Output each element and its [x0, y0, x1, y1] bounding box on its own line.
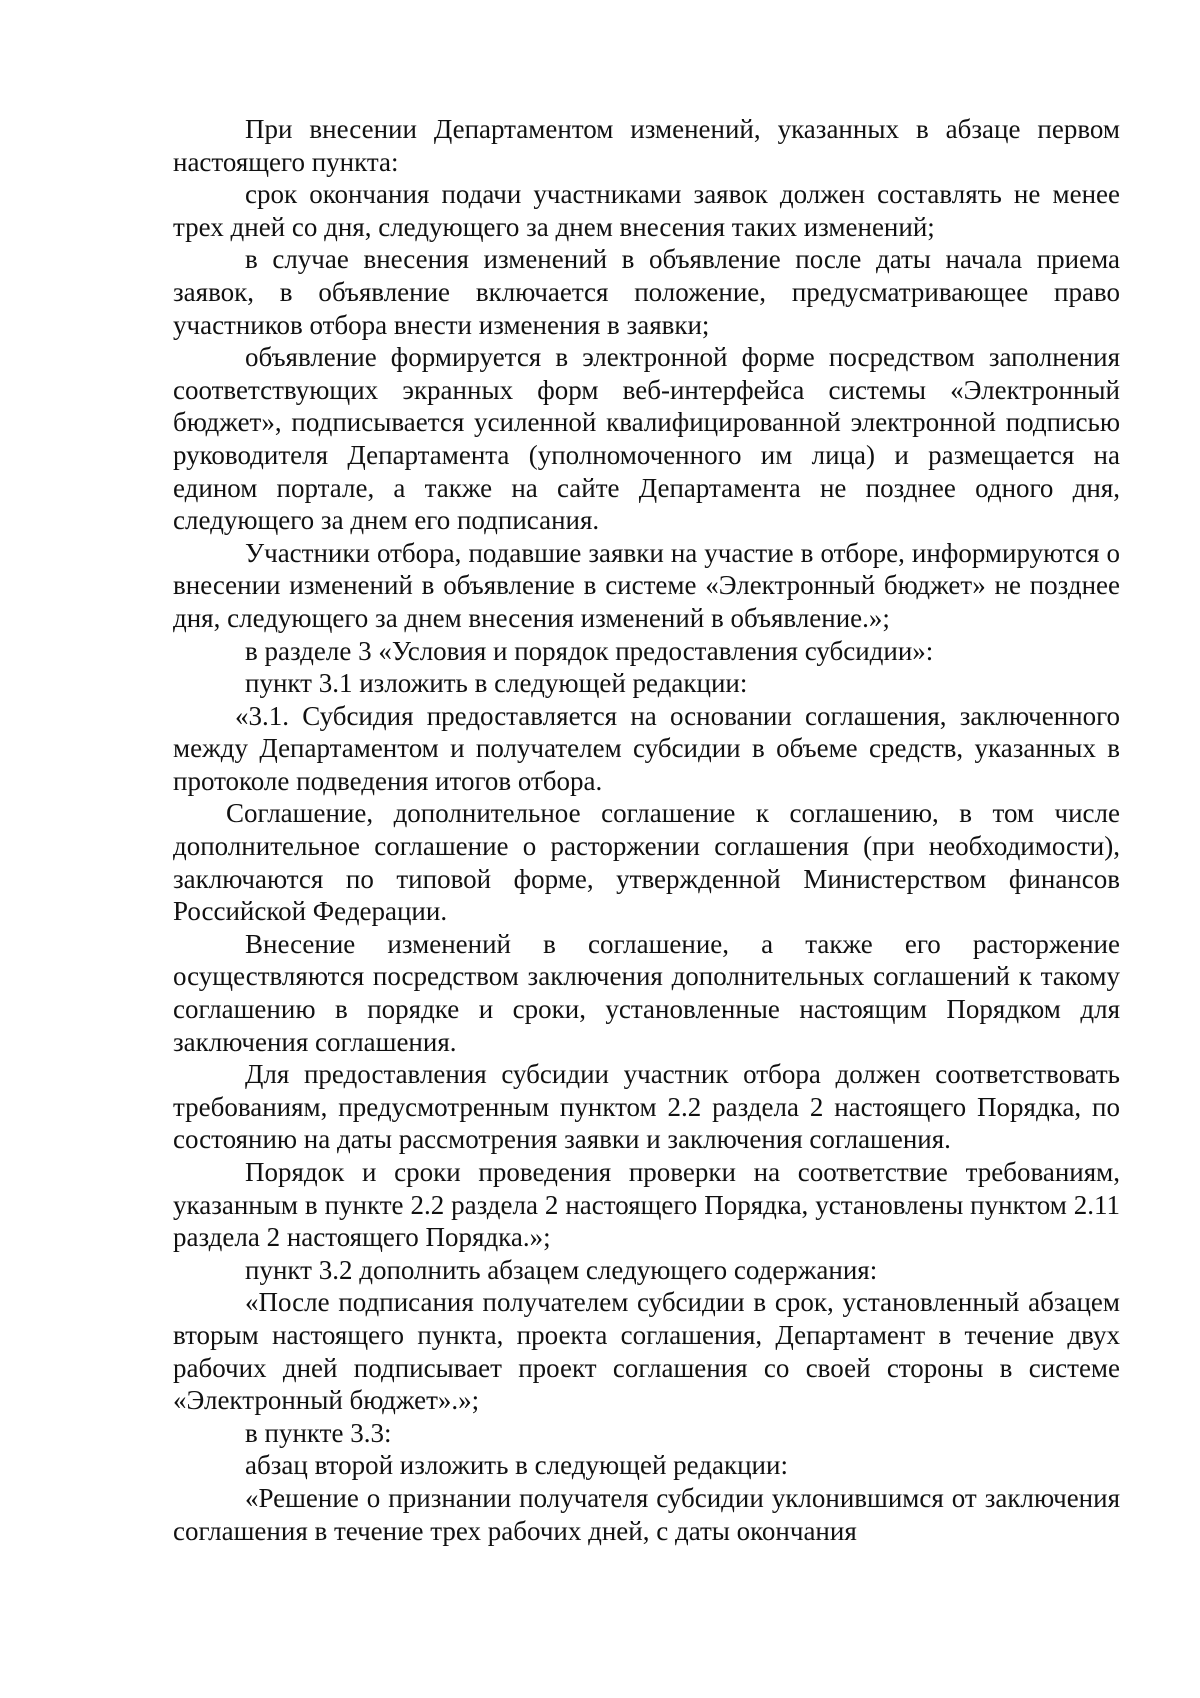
paragraph: в пункте 3.3: — [245, 1417, 392, 1448]
paragraph: Внесение изменений в соглашение, а также его расторжение осуществляются посредством заключения дополнительных соглашений к такому соглашению в порядке и сроки, установленные настоящим Порядком для заключения соглашения. — [173, 928, 1120, 1057]
paragraph: абзац второй изложить в следующей редакции: — [245, 1450, 788, 1481]
paragraph: пункт 3.2 дополнить абзацем следующего содержания: — [245, 1254, 878, 1285]
document-body — [173, 113, 1120, 1547]
paragraph: Соглашение, дополнительное соглашение к соглашению, в том числе дополнительное соглашение о расторжении соглашения (при необходимости), заключаются по типовой форме, утвержденной Министерством финансов Российской Федерации. — [173, 798, 1120, 927]
paragraph: срок окончания подачи участниками заявок должен составлять не менее трех дней со дня, следующего за днем внесения таких изменений; — [173, 179, 1120, 242]
paragraph: При внесении Департаментом изменений, указанных в абзаце первом настоящего пункта: — [173, 114, 1120, 177]
paragraph: объявление формируется в электронной форме посредством заполнения соответствующих экранных форм веб-интерфейса системы «Электронный бюджет», подписывается усиленной квалифицированной электронной подписью руководителя Департамента (уполномоченного им лица) и размещается на едином портале, а также на сайте Департамента не позднее одного дня, следующего за днем его подписания. — [173, 342, 1120, 536]
paragraph: «3.1. Субсидия предоставляется на основании соглашения, заключенного между Департаментом и получателем субсидии в объеме средств, указанных в протоколе подведения итогов отбора. — [173, 700, 1120, 796]
paragraph: в случае внесения изменений в объявление после даты начала приема заявок, в объявление включается положение, предусматривающее право участников отбора внести изменения в заявки; — [173, 244, 1120, 340]
paragraph: пункт 3.1 изложить в следующей редакции: — [245, 668, 748, 699]
paragraph: Для предоставления субсидии участник отбора должен соответствовать требованиям, предусмотренным пунктом 2.2 раздела 2 настоящего Порядка, по состоянию на даты рассмотрения заявки и заключения соглашения. — [173, 1059, 1120, 1155]
paragraph: «После подписания получателем субсидии в срок, установленный абзацем вторым настоящего пункта, проекта соглашения, Департамент в течение двух рабочих дней подписывает проект соглашения со своей стороны в системе «Электронный бюджет».»; — [173, 1287, 1120, 1416]
paragraph: в разделе 3 «Условия и порядок предоставления субсидии»: — [245, 635, 934, 666]
paragraph: Участники отбора, подавшие заявки на участие в отборе, информируются о внесении изменений в объявление в системе «Электронный бюджет» не позднее дня, следующего за днем внесения изменений в объявление.»; — [173, 537, 1120, 633]
paragraph: Порядок и сроки проведения проверки на соответствие требованиям, указанным в пункте 2.2 раздела 2 настоящего Порядка, установлены пунктом 2.11 раздела 2 настоящего Порядка.»; — [173, 1157, 1120, 1253]
paragraph: «Решение о признании получателя субсидии уклонившимся от заключения соглашения в течение трех рабочих дней, с даты окончания — [173, 1482, 1120, 1546]
